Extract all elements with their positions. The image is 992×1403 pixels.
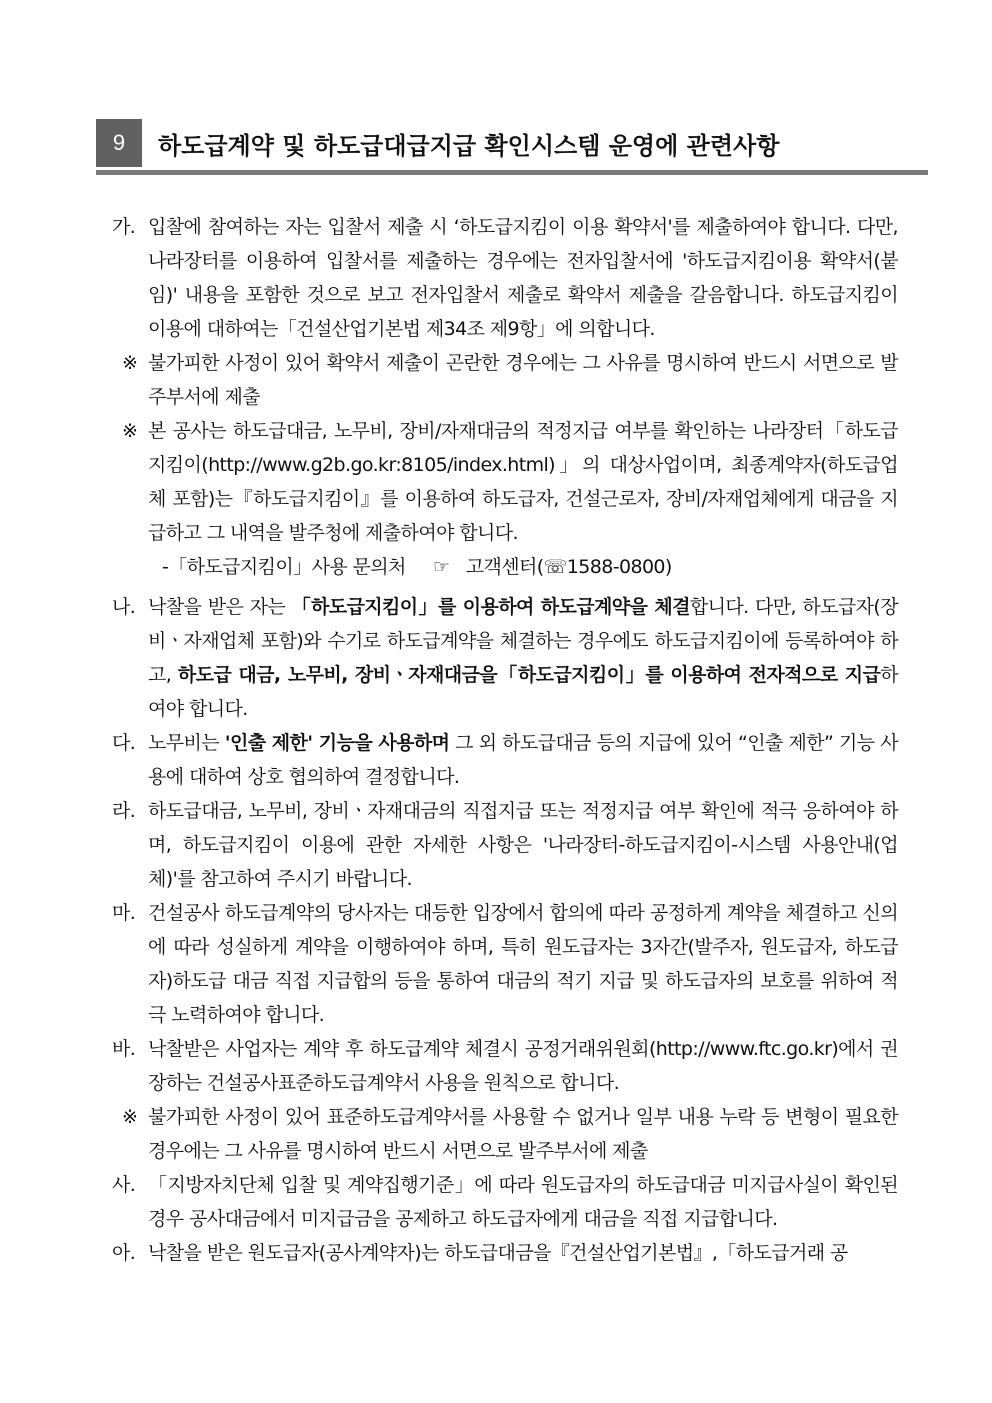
item-marker: 사. xyxy=(112,1174,136,1196)
item-text: 입찰에 참여하는 자는 입찰서 제출 시 ‘하도급지킴이 이용 확약서'를 제출하여야 합니다. 다만, 나라장터를 이용하여 입찰서를 제출하는 경우에는 전자입찰서에 '하도급지킴이용 확약서(붙임)' 내용을 포함한 것으로 보고 전자입찰서 제출로 확약서 제출을 갈음합니다. 하도급지킴이 이용에 대하여는「건설산업기본법 제34조 제9항」에 의합니다. xyxy=(148,216,898,340)
item-text: 낙찰받은 사업자는 계약 후 하도급계약 체결시 공정거래위원회(http://www.ftc.go.kr)에서 권장하는 건설공사표준하도급계약서 사용을 원칙으로 합니다. xyxy=(148,1038,898,1094)
item-marker: 다. xyxy=(112,732,136,754)
contact-center: 고객센터(☏1588-0800) xyxy=(465,556,672,578)
item-ra xyxy=(112,794,898,896)
bold-text: '인출 제한' 기능을 사용하며 xyxy=(224,732,450,754)
item-marker: 마. xyxy=(112,902,136,924)
note-text: 본 공사는 하도급대금, 노무비, 장비/자재대금의 적정지급 여부를 확인하는 나라장터「하도급지킴이(http://www.g2b.go.kr:8105/index.html)」의 대상사업이며, 최종계약자(하도급업체 포함)는『하도급지킴이』를 이용하여 하도급자, 건설근로자, 장비/자재업체에게 대금을 지급하고 그 내역을 발주청에 제출하여야 합니다. xyxy=(148,420,898,544)
section-number: 9 xyxy=(96,119,142,167)
item-marker: 나. xyxy=(112,596,136,618)
item-marker: 아. xyxy=(112,1242,136,1264)
note-mark: ※ xyxy=(122,352,138,374)
note-text: 불가피한 사정이 있어 확약서 제출이 곤란한 경우에는 그 사유를 명시하여 반드시 서면으로 발주부서에 제출 xyxy=(148,352,898,408)
item-da xyxy=(112,726,898,794)
item-text: 「지방자치단체 입찰 및 계약집행기준」에 따라 원도급자의 하도급대금 미지급사실이 확인된 경우 공사대금에서 미지급금을 공제하고 하도급자에게 대금을 직접 지급합니다. xyxy=(148,1174,898,1230)
note-ga-2 xyxy=(112,414,898,550)
item-text: 낙찰을 받은 원도급자(공사계약자)는 하도급대금을『건설산업기본법』,「하도급거래 공 xyxy=(148,1242,848,1264)
item-marker: 라. xyxy=(112,800,136,822)
item-marker: 가. xyxy=(112,216,136,238)
item-ga xyxy=(112,210,898,346)
note-mark: ※ xyxy=(122,420,138,442)
section-title: 하도급계약 및 하도급대급지급 확인시스템 운영에 관련사항 xyxy=(158,132,780,160)
item-text: 노무비는 '인출 제한' 기능을 사용하며 그 외 하도급대금 등의 지급에 있어 “인출 제한” 기능 사용에 대하여 상호 협의하여 결정합니다. xyxy=(148,732,898,788)
contact-line xyxy=(112,550,898,584)
divider xyxy=(142,119,147,167)
item-text: 하도급대금, 노무비, 장비ㆍ자재대금의 직접지급 또는 적정지급 여부 확인에 적극 응하여야 하며, 하도급지킴이 이용에 관한 자세한 사항은 '나라장터-하도급지킴이-시스템 사용안내(업체)'를 참고하여 주시기 바랍니다. xyxy=(148,800,898,890)
item-sa xyxy=(112,1168,898,1236)
note-text: 불가피한 사정이 있어 표준하도급계약서를 사용할 수 없거나 일부 내용 누락 등 변형이 필요한 경우에는 그 사유를 명시하여 반드시 서면으로 발주부서에 제출 xyxy=(148,1106,898,1162)
section-header xyxy=(96,116,928,175)
item-ma xyxy=(112,896,898,1032)
item-text: 낙찰을 받은 자는 「하도급지킴이」를 이용하여 하도급계약을 체결합니다. 다만, 하도급자(장비ㆍ자재업체 포함)와 수기로 하도급계약을 체결하는 경우에도 하도급지킴이에 등록하여야 하고, 하도급 대금, 노무비, 장비ㆍ자재대금을「하도급지킴이」를 이용하여 전자적으로 지급하여야 합니다. xyxy=(148,596,898,720)
pointer-icon: ☞ xyxy=(433,556,450,578)
item-a xyxy=(112,1236,898,1270)
item-text: 건설공사 하도급계약의 당사자는 대등한 입장에서 합의에 따라 공정하게 계약을 체결하고 신의에 따라 성실하게 계약을 이행하여야 하며, 특히 원도급자는 3자간(발주자, 원도급자, 하도급자)하도급 대금 직접 지급합의 등을 통하여 대금의 적기 지급 및 하도급자의 보호를 위하여 적극 노력하여야 합니다. xyxy=(148,902,898,1026)
bold-text: 「하도급지킴이」를 이용하여 하도급계약을 체결 xyxy=(291,596,690,618)
contact-label: -「하도급지킴이」사용 문의처 xyxy=(162,556,406,578)
document-body xyxy=(112,210,898,1270)
item-marker: 바. xyxy=(112,1038,136,1060)
note-ba xyxy=(112,1100,898,1168)
bold-text: 하도급 대금, 노무비, 장비ㆍ자재대금을「하도급지킴이」를 이용하여 전자적으로 지급 xyxy=(177,664,881,686)
note-mark: ※ xyxy=(122,1106,138,1128)
item-ba xyxy=(112,1032,898,1100)
note-ga-1 xyxy=(112,346,898,414)
item-na xyxy=(112,590,898,726)
